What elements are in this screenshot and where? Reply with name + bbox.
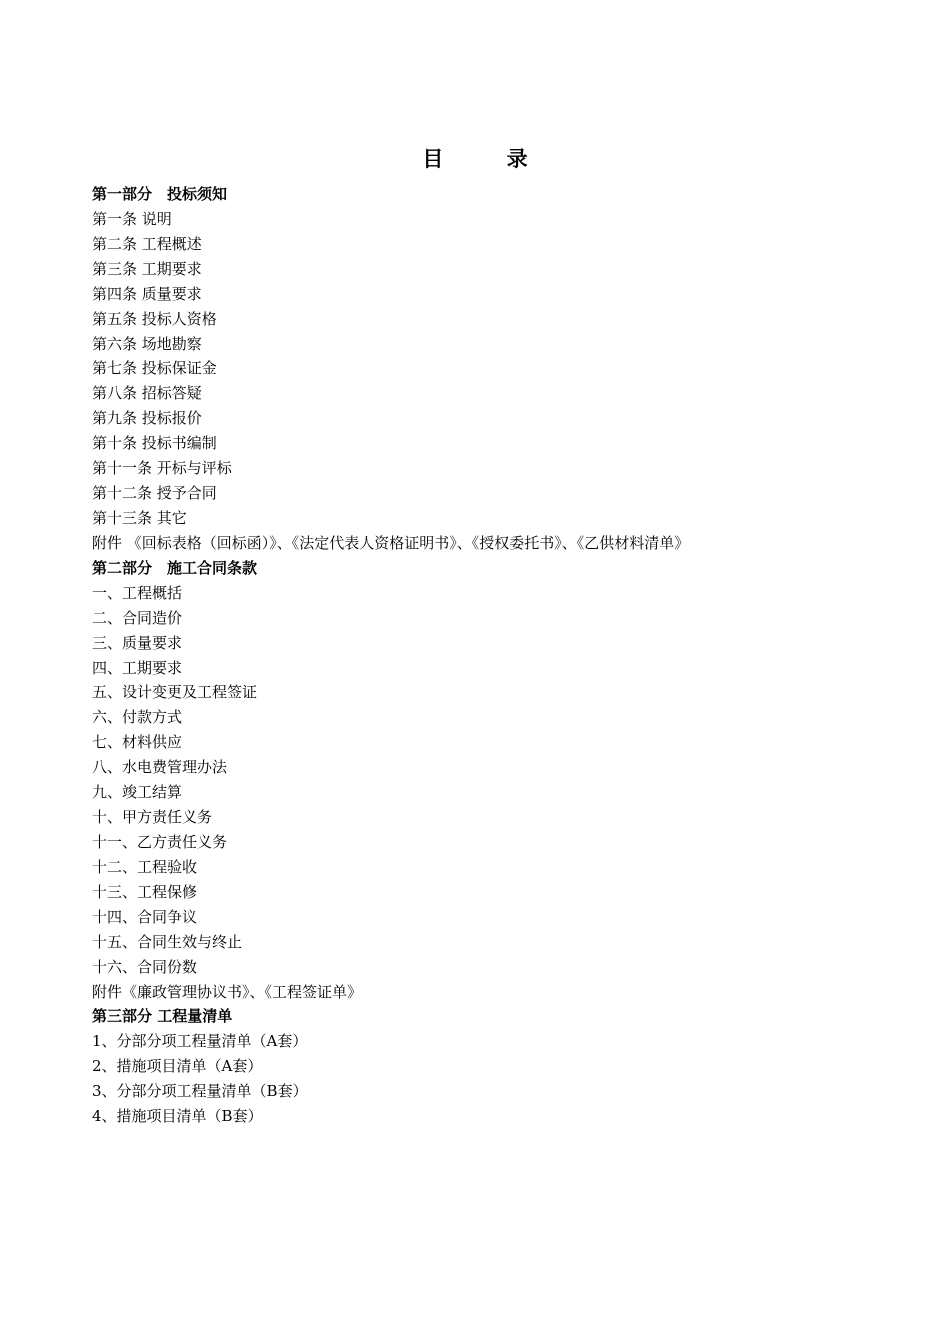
part1-heading: 第一部分 投标须知 — [92, 185, 228, 203]
toc-item: 第六条 场地勘察 — [92, 334, 202, 353]
toc-item: 4、措施项目清单（B套） — [92, 1107, 263, 1126]
toc-item: 六、付款方式 — [92, 708, 183, 727]
toc-item: 第七条 投标保证金 — [92, 359, 217, 378]
toc-item: 第十一条 开标与评标 — [92, 459, 232, 478]
toc-item: 第十三条 其它 — [92, 508, 187, 527]
toc-item: 五、设计变更及工程签证 — [92, 683, 258, 702]
toc-item: 第十二条 授予合同 — [92, 484, 217, 503]
toc-attachment: 附件《廉政管理协议书》、《工程签证单》 — [92, 982, 363, 1001]
toc-item: 七、材料供应 — [92, 733, 183, 752]
toc-item: 第二条 工程概述 — [92, 234, 202, 253]
toc-item: 九、竣工结算 — [92, 783, 183, 802]
toc-item: 第三条 工期要求 — [92, 259, 202, 278]
table-of-contents — [92, 182, 892, 1129]
toc-item: 第五条 投标人资格 — [92, 309, 217, 328]
page-title: 目 录 — [422, 147, 556, 171]
toc-item: 第四条 质量要求 — [92, 284, 202, 303]
toc-item: 第一条 说明 — [92, 209, 172, 228]
toc-item: 第八条 招标答疑 — [92, 384, 202, 403]
toc-item: 2、措施项目清单（A套） — [92, 1057, 263, 1076]
toc-attachment: 附件 《回标表格（回标函）》、《法定代表人资格证明书》、《授权委托书》、《乙供材料清单》 — [92, 533, 690, 552]
part3-heading: 第三部分 工程量清单 — [92, 1007, 233, 1026]
part2-heading: 第二部分 施工合同条款 — [92, 558, 258, 577]
toc-item: 四、工期要求 — [92, 658, 183, 677]
toc-item: 一、工程概括 — [92, 583, 183, 602]
toc-item: 十三、工程保修 — [92, 882, 198, 901]
toc-item: 1、分部分项工程量清单（A套） — [92, 1032, 308, 1051]
toc-item: 十一、乙方责任义务 — [92, 832, 228, 851]
toc-item: 3、分部分项工程量清单（B套） — [92, 1082, 308, 1101]
toc-item: 十二、工程验收 — [92, 857, 198, 876]
toc-item: 八、水电费管理办法 — [92, 758, 228, 777]
toc-item: 十、甲方责任义务 — [92, 808, 213, 827]
toc-item: 第九条 投标报价 — [92, 409, 202, 428]
toc-item: 第十条 投标书编制 — [92, 434, 217, 453]
toc-item: 十六、合同份数 — [92, 957, 198, 976]
toc-item: 十五、合同生效与终止 — [92, 932, 243, 951]
toc-item: 十四、合同争议 — [92, 907, 198, 926]
toc-item: 三、质量要求 — [92, 633, 183, 652]
toc-item: 二、合同造价 — [92, 608, 183, 627]
